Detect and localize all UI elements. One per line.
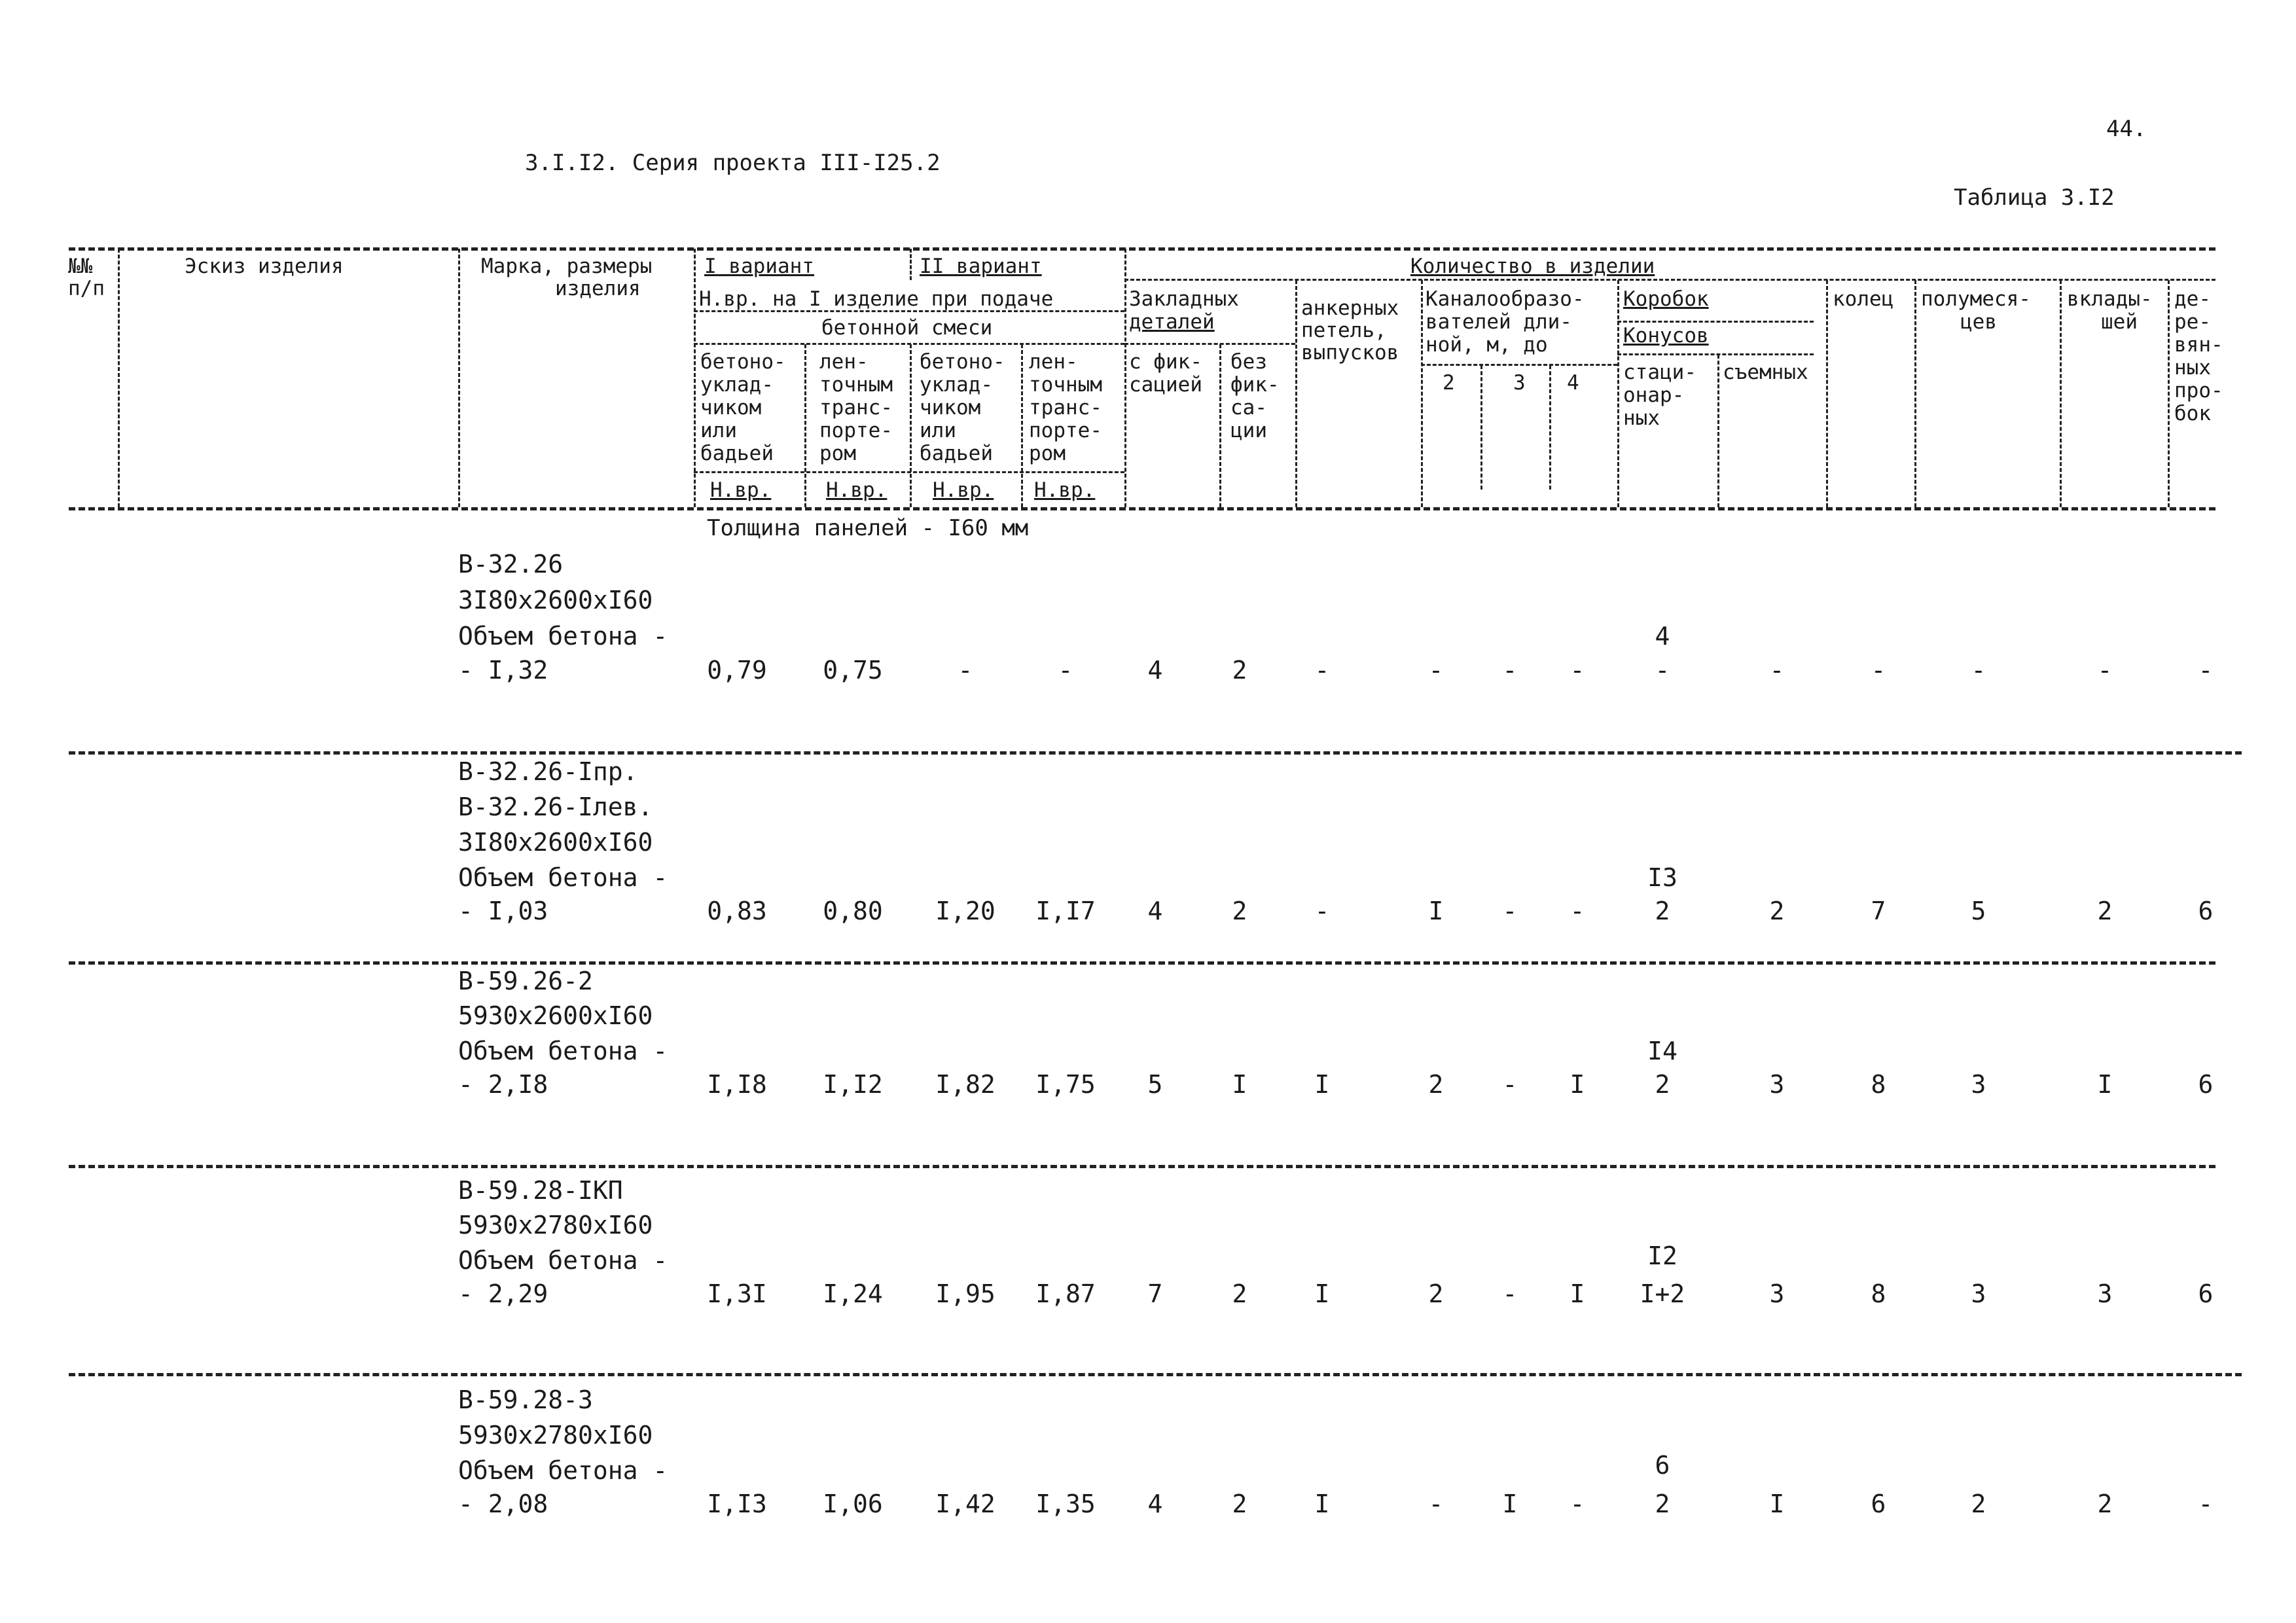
half-months-cell: 5 <box>1971 897 1986 925</box>
v2-bucket-cell: I,20 <box>935 897 996 925</box>
embedded-parts-header: деталей <box>1129 310 1215 334</box>
channel-length-3: 3 <box>1513 371 1526 395</box>
v2-bucket-cell: I,42 <box>935 1489 996 1518</box>
unit-hours-label: Н.вр. <box>826 478 888 502</box>
boxes-header: Коробок <box>1623 287 1709 311</box>
variant1-header: I вариант <box>704 255 814 278</box>
boxes-cell: I4 <box>1647 1037 1677 1065</box>
v2-belt-cell: I,87 <box>1035 1279 1096 1308</box>
plugs-cell: - <box>2198 1489 2214 1518</box>
channel-4-cell: - <box>1570 897 1585 925</box>
mark-line: Объем бетона - <box>458 1037 668 1065</box>
unit-row-line <box>694 471 1124 473</box>
mark-line: Объем бетона - <box>458 622 668 651</box>
channel-4-cell: - <box>1570 656 1585 685</box>
mark-line: - 2,29 <box>458 1279 548 1308</box>
col-divider <box>694 249 696 507</box>
col-divider <box>1421 280 1423 507</box>
v1-bucket-cell: 0,83 <box>707 897 767 925</box>
half-months-cell: 2 <box>1971 1489 1986 1518</box>
quantity-header-underline <box>1124 279 2215 281</box>
col-mark-header: Марка, размеры <box>481 255 653 278</box>
removable-cell: 3 <box>1769 1279 1785 1308</box>
v1-belt-cell: 0,75 <box>823 656 883 685</box>
channel-2-cell: - <box>1428 1489 1444 1518</box>
stationary-cell: - <box>1655 656 1670 685</box>
col-divider <box>1021 344 1023 507</box>
without-fix-cell: 2 <box>1232 1489 1247 1518</box>
anchor-cell: I <box>1314 1279 1330 1308</box>
col-divider <box>2168 280 2170 507</box>
row-separator <box>69 961 2215 965</box>
channel-3-cell: - <box>1502 897 1518 925</box>
row-separator <box>69 1165 2215 1168</box>
v2-belt-cell: I,75 <box>1035 1070 1096 1099</box>
with-fix-cell: 4 <box>1147 1489 1163 1518</box>
removable-cell: 2 <box>1769 897 1785 925</box>
boxes-cell: 4 <box>1655 622 1670 651</box>
mark-line: - 2,08 <box>458 1489 548 1518</box>
plugs-cell: 6 <box>2198 1279 2214 1308</box>
v2-belt-cell: I,35 <box>1035 1489 1096 1518</box>
mark-line: В-59.28-3 <box>458 1385 593 1414</box>
v1-bucket-cell: I,I3 <box>707 1489 767 1518</box>
inserts-cell: 3 <box>2097 1279 2113 1308</box>
removable-cell: I <box>1769 1489 1785 1518</box>
v1-belt-cell: 0,80 <box>823 897 883 925</box>
anchor-cell: I <box>1314 1489 1330 1518</box>
stationary-cell: 2 <box>1655 1489 1670 1518</box>
embedded-subheader-line <box>1124 343 1295 345</box>
v2-bucket-cell: I,95 <box>935 1279 996 1308</box>
rings-cell: 7 <box>1871 897 1886 925</box>
inserts-cell: 2 <box>2097 897 2113 925</box>
channel-2-cell: 2 <box>1428 1070 1444 1099</box>
page-number: 44. <box>2106 116 2147 142</box>
v1-belt-cell: I,06 <box>823 1489 883 1518</box>
channel-2-cell: - <box>1428 656 1444 685</box>
mark-line: В-32.26-Iпр. <box>458 757 638 786</box>
col-divider <box>1549 365 1551 490</box>
col-divider <box>1480 365 1482 490</box>
channel-3-cell: - <box>1502 1279 1518 1308</box>
mark-line: В-32.26 <box>458 550 564 579</box>
boxes-cones-line <box>1617 321 1814 323</box>
v2-bucket-cell: - <box>958 656 973 685</box>
anchor-cell: - <box>1314 897 1330 925</box>
inserts-header: шей <box>2101 310 2138 334</box>
plugs-cell: 6 <box>2198 897 2214 925</box>
v2-bucket-cell: I,82 <box>935 1070 996 1099</box>
hours-per-item-header: Н.вр. на I изделие при подаче <box>699 287 1054 311</box>
mark-line: 5930х2780хI60 <box>458 1211 653 1240</box>
v1-belt-cell: I,24 <box>823 1279 883 1308</box>
mark-line: В-59.26-2 <box>458 967 593 995</box>
cones-stationary-line <box>1617 353 1814 355</box>
with-fix-cell: 4 <box>1147 656 1163 685</box>
inserts-cell: I <box>2097 1070 2113 1099</box>
col-sketch-header: Эскиз изделия <box>185 255 344 278</box>
rings-cell: 8 <box>1871 1070 1886 1099</box>
col-divider <box>910 249 912 280</box>
stationary-cell: I+2 <box>1640 1279 1685 1308</box>
with-fix-cell: 4 <box>1147 897 1163 925</box>
with-fix-cell: 5 <box>1147 1070 1163 1099</box>
mark-line: 5930х2780хI60 <box>458 1421 653 1450</box>
col-divider <box>804 344 806 507</box>
panel-thickness-subheader: Толщина панелей - I60 мм <box>707 515 1029 541</box>
removable-cell: - <box>1769 656 1785 685</box>
variant2-header: II вариант <box>920 255 1042 278</box>
boxes-cell: I3 <box>1647 863 1677 892</box>
stationary-cell: 2 <box>1655 897 1670 925</box>
anchor-cell: - <box>1314 656 1330 685</box>
rings-header: колец <box>1833 287 1894 311</box>
mark-line: 5930х2600хI60 <box>458 1001 653 1030</box>
with-fixing-header: сацией <box>1129 373 1202 397</box>
with-fix-cell: 7 <box>1147 1279 1163 1308</box>
half-months-header: цев <box>1960 310 1997 334</box>
mark-line: 3I80х2600хI60 <box>458 828 653 857</box>
col-divider <box>1124 249 1126 507</box>
plugs-cell: 6 <box>2198 1070 2214 1099</box>
col-divider <box>1617 280 1619 507</box>
v2-belt-cell: - <box>1058 656 1073 685</box>
stationary-cell: 2 <box>1655 1070 1670 1099</box>
section-title: 3.I.I2. Серия проекта III-I25.2 <box>525 150 941 176</box>
col-divider <box>1826 280 1828 507</box>
col-divider <box>1295 280 1297 507</box>
inserts-cell: - <box>2097 656 2113 685</box>
col-divider <box>1914 280 1916 507</box>
plugs-cell: - <box>2198 656 2214 685</box>
rings-cell: 8 <box>1871 1279 1886 1308</box>
hours-per-item-header: бетонной смеси <box>821 316 993 340</box>
anchor-cell: I <box>1314 1070 1330 1099</box>
mark-line: Объем бетона - <box>458 863 668 892</box>
mark-line: Объем бетона - <box>458 1246 668 1275</box>
col-divider <box>2060 280 2062 507</box>
channel-4-cell: - <box>1570 1489 1585 1518</box>
channel-2-cell: I <box>1428 897 1444 925</box>
channel-2-cell: 2 <box>1428 1279 1444 1308</box>
table-caption: Таблица 3.I2 <box>1954 185 2115 211</box>
half-months-cell: 3 <box>1971 1279 1986 1308</box>
col-divider <box>1717 355 1719 507</box>
mark-line: 3I80х2600хI60 <box>458 586 653 615</box>
cones-header: Конусов <box>1623 324 1709 348</box>
channel-4-cell: I <box>1570 1070 1585 1099</box>
channel-3-cell: - <box>1502 656 1518 685</box>
v1-bucket-cell: I,3I <box>707 1279 767 1308</box>
col-divider <box>458 249 460 507</box>
mark-line: - 2,I8 <box>458 1070 548 1099</box>
col-num-header: №№ <box>68 255 93 278</box>
col-divider <box>910 344 912 507</box>
unit-hours-label: Н.вр. <box>933 478 994 502</box>
mark-line: В-59.28-IКП <box>458 1176 623 1205</box>
v1-bucket-cell: 0,79 <box>707 656 767 685</box>
channel-subheader-line <box>1421 364 1617 366</box>
without-fix-cell: 2 <box>1232 1279 1247 1308</box>
mark-line: - I,32 <box>458 656 548 685</box>
col-divider <box>1219 344 1221 507</box>
hours-subheader-line <box>694 343 1124 345</box>
removable-cell: 3 <box>1769 1070 1785 1099</box>
inserts-header: вклады- <box>2067 287 2153 311</box>
embedded-parts-header: Закладных <box>1129 287 1239 311</box>
without-fix-cell: 2 <box>1232 897 1247 925</box>
unit-hours-label: Н.вр. <box>1034 478 1096 502</box>
rings-cell: 6 <box>1871 1489 1886 1518</box>
removable-header: съемных <box>1723 361 1808 384</box>
unit-hours-label: Н.вр. <box>710 478 772 502</box>
without-fix-cell: 2 <box>1232 656 1247 685</box>
half-months-cell: 3 <box>1971 1070 1986 1099</box>
row-separator <box>69 1373 2242 1376</box>
half-months-header: полумеся- <box>1921 287 2031 311</box>
table-top-line <box>69 247 2215 251</box>
channel-length-2: 2 <box>1443 371 1455 395</box>
v1-bucket-cell: I,I8 <box>707 1070 767 1099</box>
boxes-cell: I2 <box>1647 1241 1677 1270</box>
row-separator <box>69 751 2242 755</box>
channel-length-4: 4 <box>1567 371 1579 395</box>
without-fix-cell: I <box>1232 1070 1247 1099</box>
channel-3-cell: - <box>1502 1070 1518 1099</box>
mark-line: В-32.26-Iлев. <box>458 793 653 821</box>
boxes-cell: 6 <box>1655 1451 1670 1480</box>
v1-belt-cell: I,I2 <box>823 1070 883 1099</box>
mark-line: - I,03 <box>458 897 548 925</box>
channel-4-cell: I <box>1570 1279 1585 1308</box>
half-months-cell: - <box>1971 656 1986 685</box>
with-fixing-header: с фик- <box>1129 350 1202 374</box>
col-mark-header: изделия <box>555 277 641 300</box>
channel-3-cell: I <box>1502 1489 1518 1518</box>
col-num-header: п/п <box>68 277 105 300</box>
mark-line: Объем бетона - <box>458 1456 668 1485</box>
rings-cell: - <box>1871 656 1886 685</box>
inserts-cell: 2 <box>2097 1489 2113 1518</box>
v2-belt-cell: I,I7 <box>1035 897 1096 925</box>
quantity-header: Количество в изделии <box>1410 255 1655 278</box>
col-divider <box>118 249 120 507</box>
header-bottom-line <box>69 507 2215 510</box>
